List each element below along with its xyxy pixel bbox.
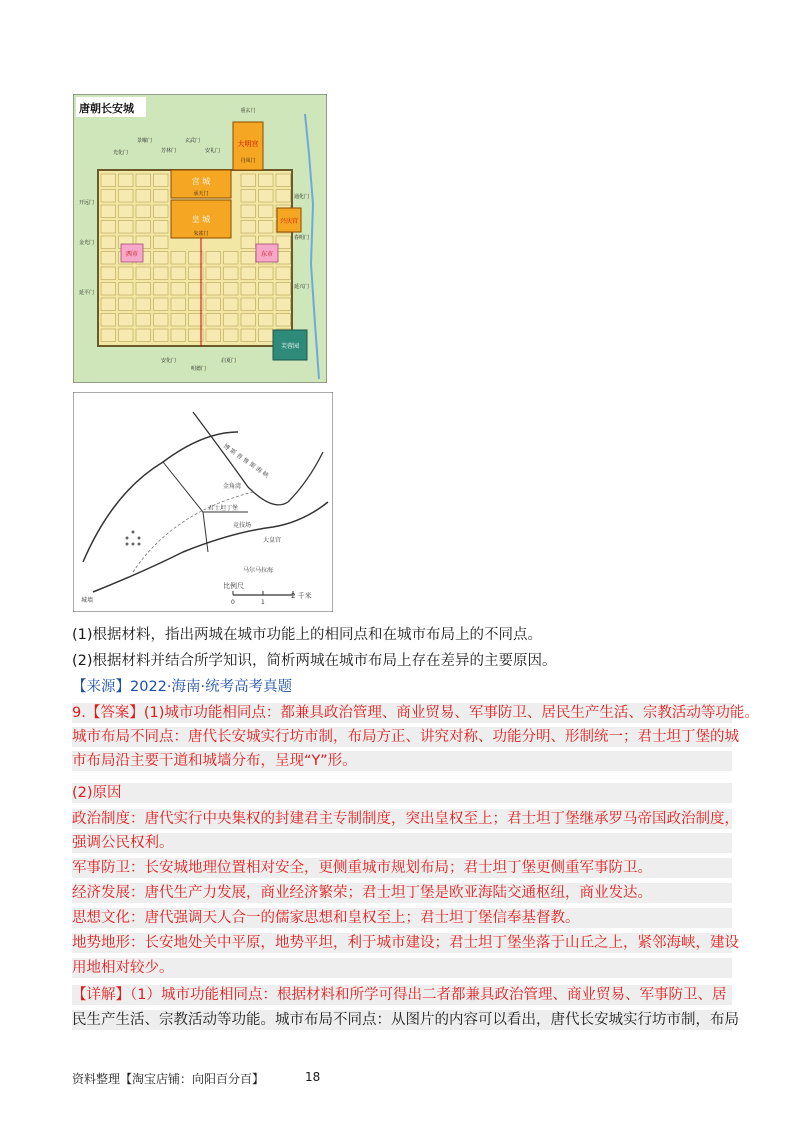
west-market-label: 西市 xyxy=(125,251,139,258)
question-1: (1)根据材料，指出两城在城市功能上的相同点和在城市布局上的不同点。 xyxy=(72,627,543,643)
gate-chongxuan: 重玄门 xyxy=(240,108,256,114)
gate-bottom-3: 启夏门 xyxy=(221,358,237,364)
gate-bottom-1: 安化门 xyxy=(161,358,177,364)
east-market-label: 东市 xyxy=(260,251,274,258)
answer-line-3: 市布局沿主要干道和城墙分布，呈现“Y”形。 xyxy=(72,751,732,771)
constantinople-map xyxy=(73,392,333,612)
gate-danfeng: 丹凤门 xyxy=(240,158,256,164)
xingqing-palace-label: 兴庆宫 xyxy=(279,218,299,225)
footer: 资料整理【淘宝店铺：向阳百分百】 xyxy=(72,1072,265,1086)
detail-line-2: 民生产生活、宗教活动等功能。城市布局不同点：从图片的内容可以看出，唐代长安城实行坊市制，布局 xyxy=(72,1012,739,1028)
gate-right-3: 延兴门 xyxy=(294,284,310,290)
palace-label: 宫 城 xyxy=(191,177,211,186)
gate-left-1: 开远门 xyxy=(79,200,95,206)
answer-line-6: 强调公民权利。 xyxy=(72,833,732,853)
map2-label-5: 大皇宫 xyxy=(263,537,282,544)
answer-line-1: 9.【答案】(1)城市功能相同点：都兼具政治管理、商业贸易、军事防卫、居民生产生活、宗教活动等功能。 xyxy=(72,705,759,721)
map2-label-4: 城墙 xyxy=(81,597,94,604)
answer-line-4: (2)原因 xyxy=(72,783,732,803)
detail-line-1 xyxy=(72,985,732,1005)
map2-label-1: 君士坦丁堡 xyxy=(208,505,239,512)
answer-line-11: 用地相对较少。 xyxy=(72,958,732,978)
detail-line-1-text: 【详解】（1）城市功能相同点：根据材料和所学可得出二者都兼具政治管理、商业贸易、军事防卫、居 xyxy=(72,987,727,1003)
gate-top-2: 景曜门 xyxy=(137,138,153,144)
furong-garden-label: 芙蓉园 xyxy=(280,343,300,350)
answer-line-10: 地势地形：长安地处关中平原，地势平坦，利于城市建设；君士坦丁堡坐落于山丘之上，紧邻海峡，建设 xyxy=(72,935,739,951)
scale-zero: 0 xyxy=(231,599,235,606)
gate-zhuque: 朱雀门 xyxy=(193,231,209,237)
changan-map xyxy=(73,94,327,383)
map-title: 唐朝长安城 xyxy=(79,102,134,115)
gate-top-3: 芳林门 xyxy=(161,148,177,154)
scale-label: 比例尺 xyxy=(223,582,244,590)
gate-right-2: 春明门 xyxy=(294,235,310,241)
gate-top-1: 光化门 xyxy=(113,150,129,156)
answer-line-5: 政治制度：唐代实行中央集权的封建君主专制制度，突出皇权至上；君士坦丁堡继承罗马帝国政治制度， xyxy=(72,811,739,827)
gate-left-3: 延平门 xyxy=(79,290,95,296)
scale-unit: 2 千米 xyxy=(291,592,312,600)
gate-top-5: 安礼门 xyxy=(205,148,221,154)
map2-label-2: 金角湾 xyxy=(223,483,242,490)
answer-line-9: 思想文化：唐代强调天人合一的儒家思想和皇权至上；君士坦丁堡信奉基督教。 xyxy=(72,908,732,928)
strait-label: 博 斯 普 鲁 斯 海 峡 xyxy=(221,442,270,480)
gate-right-1: 通化门 xyxy=(294,194,310,200)
gate-left-2: 金光门 xyxy=(79,240,95,246)
answer-line-8: 经济发展：唐代生产力发展，商业经济繁荣；君士坦丁堡是欧亚海陆交通枢纽，商业发达。 xyxy=(72,883,732,903)
gate-top-4: 玄武门 xyxy=(185,138,201,144)
question-2: (2)根据材料并结合所学知识，简析两城在城市布局上存在差异的主要原因。 xyxy=(72,653,557,669)
page-number: 18 xyxy=(305,1070,321,1084)
gate-bottom-2: 明德门 xyxy=(191,366,207,372)
gate-chengtian: 承天门 xyxy=(193,191,209,197)
map2-label-6: 竞技场 xyxy=(233,522,252,529)
source-line: 【来源】2022·海南·统考高考真题 xyxy=(72,679,293,695)
scale-one: 1 xyxy=(261,599,265,606)
answer-line-7: 军事防卫：长安城地理位置相对安全，更侧重城市规划布局；君士坦丁堡更侧重军事防卫。 xyxy=(72,858,732,878)
daming-palace-label: 大明宫 xyxy=(237,140,259,148)
imperial-label: 皇 城 xyxy=(191,215,211,224)
map2-label-3: 马尔马拉海 xyxy=(243,567,274,574)
answer-line-2: 城市布局不同点：唐代长安城实行坊市制，布局方正、讲究对称、功能分明、形制统一；君士坦丁堡的城 xyxy=(72,729,739,745)
